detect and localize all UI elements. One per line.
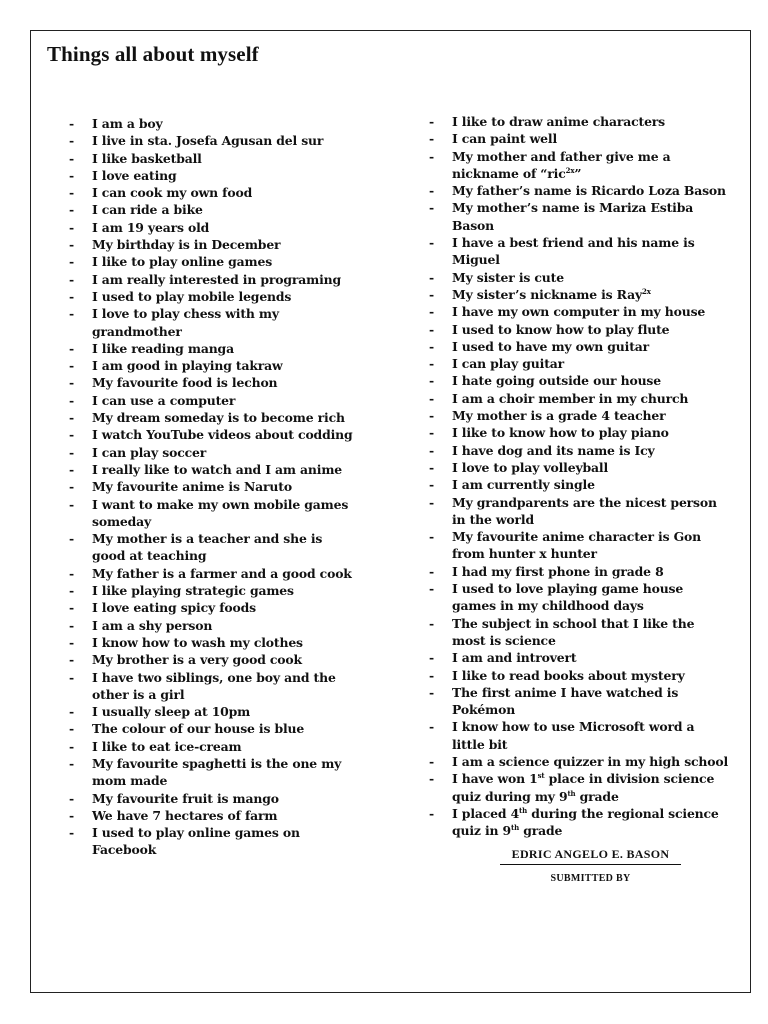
bullet-dash: - [429,805,434,821]
list-item-text: I love eating [92,167,177,183]
list-item [429,182,729,199]
bullet-dash: - [69,375,74,391]
list-item-text: My mother and father give me a nickname of “ric [452,148,671,181]
list-item [429,338,729,355]
list-item [429,199,729,234]
list-item [429,442,729,459]
list-item [429,459,729,476]
list-item-text: My father is a farmer and a good cook [92,565,352,581]
list-item [69,115,359,132]
bullet-dash: - [69,167,74,183]
list-item-text: I have two siblings, one boy and the other is a girl [92,669,336,702]
list-item [69,720,359,737]
bullet-dash: - [429,408,434,424]
list-item-text: The colour of our house is blue [92,721,305,737]
bullet-dash: - [69,288,74,304]
bullet-dash: - [69,704,74,720]
list-item-text: I like basketball [92,150,202,166]
list-item [69,201,359,218]
superscript: th [567,788,576,798]
bullet-dash: - [69,634,74,650]
superscript: 2x [642,286,651,296]
list-item-text: I love to play volleyball [452,459,609,475]
list-item-text: place in division science quiz during my 9 [452,771,715,804]
list-item-text: I want to make my own mobile games someday [92,496,349,529]
bullet-dash: - [429,771,434,787]
bullet-dash: - [69,237,74,253]
list-item [69,132,359,149]
list-item [429,234,729,269]
bullet-dash: - [69,219,74,235]
list-item-text: We have 7 hectares of farm [92,807,278,823]
list-item [429,424,729,441]
list-item-text: I am a shy person [92,617,213,633]
list-item-text: I am and introvert [452,650,577,666]
bullet-dash: - [69,358,74,374]
bullet-dash: - [69,825,74,841]
list-item [69,461,359,478]
list-item-text: My mother is a teacher and she is good at teaching [92,531,323,564]
bullet-dash: - [429,131,434,147]
list-item [69,253,359,270]
list-item [429,476,729,493]
bullet-dash: - [69,254,74,270]
list-item-text: I used to know how to play flute [452,321,670,337]
list-item [429,684,729,719]
list-item [69,340,359,357]
list-item [429,286,729,303]
list-item-text: My favourite food is lechon [92,375,278,391]
list-item [69,271,359,288]
list-item-text: I am good in playing takraw [92,358,283,374]
bullet-dash: - [69,444,74,460]
bullet-dash: - [69,790,74,806]
list-item-text: I placed 4 [452,805,520,821]
bullet-dash: - [69,583,74,599]
list-item-text: I am a boy [92,116,163,131]
list-item [69,150,359,167]
list-item [429,130,729,147]
list-item-text: I like reading manga [92,340,234,356]
bullet-dash: - [69,807,74,823]
bullet-dash: - [69,479,74,495]
list-item-text: I like to play online games [92,254,273,270]
bullet-dash: - [69,738,74,754]
bullet-dash: - [69,116,74,131]
list-item-text: I love to play chess with my grandmother [92,306,279,339]
list-item [429,372,729,389]
list-item-text: I used to play mobile legends [92,288,292,304]
list-item-text: I have a best friend and his name is Miguel [452,235,695,268]
list-item-text: I am really interested in programing [92,271,342,287]
bullet-dash: - [69,721,74,737]
bullet-dash: - [69,565,74,581]
list-item [429,321,729,338]
bullet-dash: - [69,392,74,408]
list-item-text: I can use a computer [92,392,236,408]
list-item-text: I used to play online games on Facebook [92,825,300,858]
list-item [69,807,359,824]
list-item-text: I can paint well [452,131,558,147]
list-item-text: I like playing strategic games [92,583,294,599]
list-item-text: My sister’s nickname is Ray [452,286,643,302]
list-item [429,390,729,407]
list-item-text: My birthday is in December [92,237,281,253]
list-item-text: My favourite fruit is mango [92,790,279,806]
bullet-dash: - [429,356,434,372]
bullet-dash: - [429,390,434,406]
list-item-text: I have won 1 [452,771,538,787]
list-item [69,651,359,668]
list-item [429,753,729,770]
list-item-text: I am a science quizzer in my high school [452,753,729,769]
bullet-dash: - [429,563,434,579]
list-item [429,770,729,805]
bullet-dash: - [69,755,74,771]
list-item-text: I know how to wash my clothes [92,634,303,650]
bullet-dash: - [69,669,74,685]
bullet-dash: - [69,340,74,356]
list-item-text: My brother is a very good cook [92,652,302,668]
list-item-text: I have my own computer in my house [452,304,706,320]
superscript: 2x [565,165,575,175]
page-title: Things all about myself [47,42,259,66]
bullet-dash: - [69,427,74,443]
signature-name: EDRIC ANGELO E. BASON [500,847,681,865]
bullet-dash: - [69,271,74,287]
bullet-dash: - [429,269,434,285]
list-item [69,374,359,391]
list-item-text: ” [574,165,582,181]
list-item-text: I am a choir member in my church [452,390,689,406]
list-item-text: My father’s name is Ricardo Loza Bason [452,183,726,199]
list-item-text: I can play soccer [92,444,207,460]
bullet-dash: - [69,496,74,512]
bullet-dash: - [69,150,74,166]
list-item-text: I really like to watch and I am anime [92,461,343,477]
list-item [69,582,359,599]
bullet-dash: - [429,338,434,354]
list-item-text: My favourite spaghetti is the one my mom made [92,755,342,789]
list-item-text: My favourite anime is Naruto [92,479,292,495]
list-item [69,790,359,807]
list-item-text: My grandparents are the nicest person in the world [452,494,717,527]
bullet-dash: - [69,133,74,149]
bullet-dash: - [69,617,74,633]
list-item [69,530,359,565]
bullet-dash: - [429,373,434,389]
bullet-dash: - [429,286,434,302]
bullet-dash: - [429,321,434,337]
list-item-text: I am 19 years old [92,219,210,235]
bullet-dash: - [429,235,434,251]
list-item [69,236,359,253]
list-item-text: I used to love playing game house games in my childhood days [452,581,684,614]
bullet-dash: - [69,410,74,426]
list-item-text: grade [575,788,619,804]
submitted-by-label: SUBMITTED BY [550,873,631,884]
list-item [429,563,729,580]
list-item [69,444,359,461]
list-item-text: I like to know how to play piano [452,425,669,441]
bullet-dash: - [429,650,434,666]
list-item-text: I hate going outside our house [452,373,661,389]
list-item [69,617,359,634]
bullet-dash: - [429,719,434,735]
list-item-text: I used to have my own guitar [452,338,650,354]
bullet-dash: - [69,202,74,218]
list-item-text: I can ride a bike [92,202,203,218]
bullet-dash: - [69,531,74,547]
bullet-dash: - [69,306,74,322]
list-item [69,634,359,651]
list-item-text: I can play guitar [452,356,565,372]
list-item [69,288,359,305]
list-item-text: I am currently single [452,477,595,493]
list-item [69,392,359,409]
superscript: st [537,771,545,781]
bullet-dash: - [429,183,434,199]
list-item-text: I like to draw anime characters [452,114,666,129]
bullet-dash: - [429,459,434,475]
list-item [429,148,729,183]
list-item [429,615,729,650]
list-item [429,113,729,130]
list-item [429,528,729,563]
bullet-dash: - [429,477,434,493]
list-item-text: I like to read books about mystery [452,667,685,683]
bullet-dash: - [69,600,74,616]
list-item [69,426,359,443]
list-item-text: I had my first phone in grade 8 [452,563,664,579]
bullet-dash: - [69,185,74,201]
list-item [429,580,729,615]
list-item-text: I know how to use Microsoft word a little bit [452,719,695,752]
bullet-dash: - [429,753,434,769]
bullet-dash: - [69,652,74,668]
list-item [429,407,729,424]
superscript: th [511,823,520,833]
list-item-text: grade [519,823,563,839]
list-item [69,755,359,790]
list-item-text: I love eating spicy foods [92,600,256,616]
list-item [69,738,359,755]
bullet-dash: - [429,667,434,683]
bullet-dash: - [429,304,434,320]
list-item [429,667,729,684]
list-item [69,409,359,426]
list-item [69,703,359,720]
list-item [429,303,729,320]
list-item-text: I watch YouTube videos about codding [92,427,353,443]
list-item [429,494,729,529]
bullet-dash: - [429,442,434,458]
list-item-text: I can cook my own food [92,185,253,201]
bullet-dash: - [429,425,434,441]
list-item [69,219,359,236]
bullet-dash: - [429,494,434,510]
list-item [429,355,729,372]
list-item-text: The subject in school that I like the most is science [452,615,695,648]
list-item-text: I live in sta. Josefa Agusan del sur [92,133,324,149]
bullet-dash: - [429,148,434,164]
list-item [69,357,359,374]
list-item [69,669,359,704]
list-item [69,305,359,340]
bullet-dash: - [429,615,434,631]
list-item [69,824,359,859]
left-column-list [69,115,359,859]
list-item-text: I like to eat ice-cream [92,738,242,754]
bullet-dash: - [429,581,434,597]
bullet-dash: - [429,684,434,700]
list-item [429,649,729,666]
list-item [69,565,359,582]
right-column-list [429,113,729,839]
superscript: th [519,805,528,815]
list-item [69,496,359,531]
list-item [69,599,359,616]
list-item [429,269,729,286]
list-item [69,478,359,495]
list-item [69,167,359,184]
list-item-text: My mother is a grade 4 teacher [452,408,666,424]
list-item [69,184,359,201]
list-item-text: The first anime I have watched is Pokémon [452,684,679,718]
list-item [429,805,729,840]
list-item-text: My dream someday is to become rich [92,410,345,426]
list-item-text: during the regional science quiz in 9 [452,805,719,839]
bullet-dash: - [429,529,434,545]
list-item-text: My sister is cute [452,269,564,285]
list-item-text: I have dog and its name is Icy [452,442,655,458]
list-item-text: My mother’s name is Mariza Estiba Bason [452,200,694,233]
bullet-dash: - [429,114,434,129]
list-item-text: My favourite anime character is Gon from hunter x hunter [452,529,702,562]
list-item [429,718,729,753]
bullet-dash: - [429,200,434,216]
bullet-dash: - [69,461,74,477]
list-item-text: I usually sleep at 10pm [92,704,251,720]
